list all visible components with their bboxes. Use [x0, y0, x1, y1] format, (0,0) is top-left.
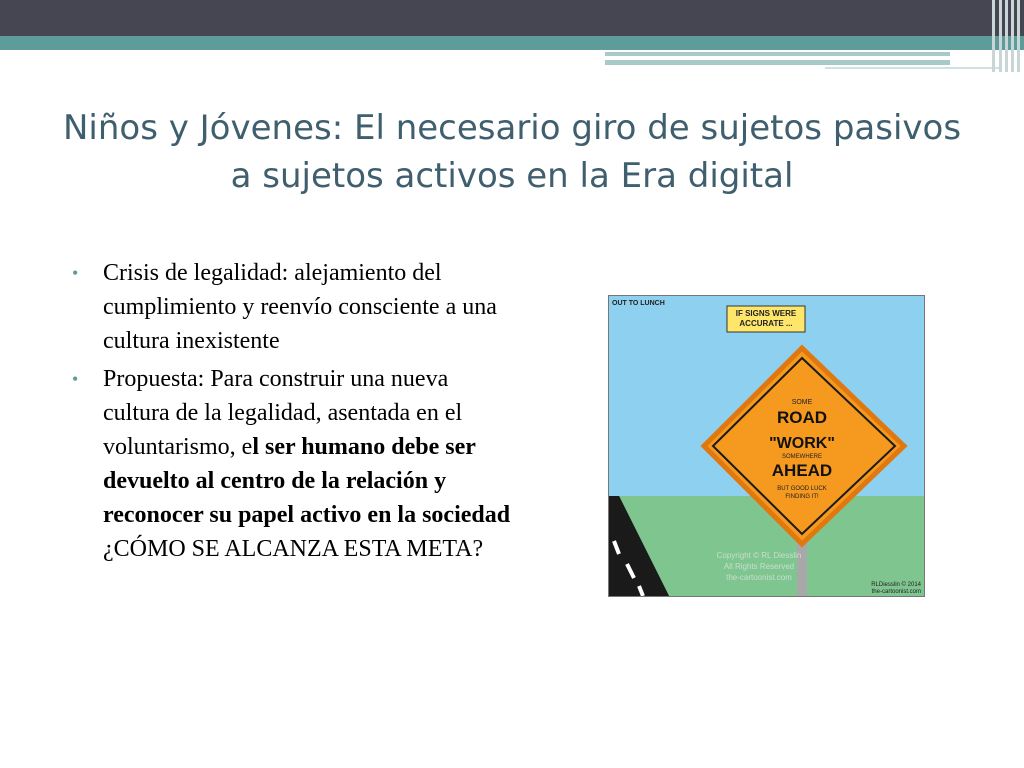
bullet-icon: •: [72, 263, 79, 283]
accent-bar: [0, 36, 1024, 50]
sign-somewhere: SOMEWHERE: [781, 454, 823, 460]
sign-some: SOME: [791, 399, 813, 406]
accent-line: [605, 60, 950, 65]
sign-luck-2: FINDING IT!: [785, 494, 819, 500]
sign-work: "WORK": [769, 435, 835, 452]
copyright-line-2: All Rights Reserved: [723, 562, 795, 571]
accent-line: [825, 67, 1000, 69]
decorative-stripes: [990, 0, 1024, 72]
title-line-2: a sujetos activos en la Era digital: [230, 156, 794, 196]
bullet-list: [72, 256, 512, 570]
bullet-question: ¿CÓMO SE ALCANZA ESTA META?: [103, 536, 484, 562]
signature-line-2: the-cartoonist.com: [871, 589, 921, 595]
bullet-bold-text: l ser humano debe ser devuelto al centro de la relación y reconocer su papel activo en la sociedad: [103, 434, 511, 528]
bullet-text: Crisis de legalidad: alejamiento del cumplimiento y reenvío consciente a una cultura inexistente: [103, 260, 497, 354]
sign-ahead: AHEAD: [771, 461, 833, 480]
bullet-icon: •: [72, 369, 79, 389]
cartoon-illustration: [609, 296, 924, 596]
bullet-item: [72, 256, 512, 358]
accent-line: [605, 52, 950, 56]
signature-line-1: RLDiesslin © 2014: [871, 582, 921, 588]
bullet-text: Propuesta: Para construir una nueva cultura de la legalidad, asentada en el voluntarismo, e: [103, 366, 463, 460]
top-header-bar: [0, 0, 1024, 36]
sign-luck-1: BUT GOOD LUCK: [777, 486, 827, 492]
sign-road: ROAD: [776, 408, 828, 427]
caption-line-1: IF SIGNS WERE: [735, 309, 797, 318]
corner-label: OUT TO LUNCH: [612, 300, 665, 307]
copyright-line-1: Copyright © RL Diesslin: [716, 551, 802, 560]
caption-line-2: ACCURATE ...: [739, 319, 793, 328]
copyright-line-3: the-cartoonist.com: [726, 573, 792, 582]
bullet-item: [72, 362, 512, 566]
title-line-1: Niños y Jóvenes: El necesario giro de sujetos pasivos: [62, 108, 962, 148]
slide-title: [20, 104, 1004, 200]
road-sign-cartoon: [608, 295, 925, 597]
